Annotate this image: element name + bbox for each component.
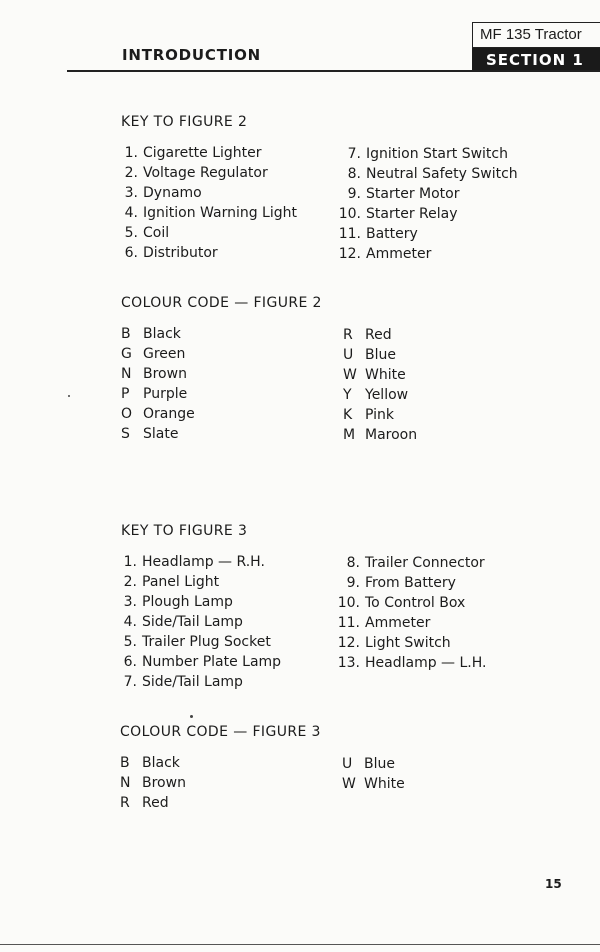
item-label: Light Switch bbox=[365, 635, 451, 651]
list-item bbox=[121, 324, 321, 344]
list-item bbox=[119, 652, 319, 672]
item-label: Green bbox=[143, 346, 186, 362]
item-marker: R bbox=[120, 795, 130, 811]
item-label: Coil bbox=[143, 225, 170, 241]
colour-code-figure-3-left-list bbox=[120, 753, 320, 813]
item-label: Orange bbox=[143, 406, 195, 422]
item-label: Purple bbox=[143, 386, 188, 402]
list-item bbox=[337, 593, 542, 613]
item-label: Black bbox=[143, 326, 181, 342]
key-figure-2-right-list bbox=[338, 144, 543, 264]
item-label: Red bbox=[142, 795, 169, 811]
list-item bbox=[120, 243, 320, 263]
item-label: Trailer Plug Socket bbox=[142, 634, 271, 650]
list-item bbox=[121, 404, 321, 424]
list-item bbox=[119, 592, 319, 612]
list-item bbox=[121, 384, 321, 404]
item-marker: 8. bbox=[346, 555, 360, 571]
item-label: Ignition Warning Light bbox=[143, 205, 297, 221]
item-marker: U bbox=[343, 347, 354, 363]
list-item bbox=[120, 223, 320, 243]
item-marker: 11. bbox=[338, 226, 361, 242]
item-label: Red bbox=[365, 327, 392, 343]
key-figure-3-right-list bbox=[337, 553, 542, 673]
page-title: INTRODUCTION bbox=[122, 46, 262, 64]
list-item bbox=[119, 612, 319, 632]
print-speck bbox=[68, 395, 70, 397]
item-label: Starter Relay bbox=[366, 206, 458, 222]
item-label: Battery bbox=[366, 226, 418, 242]
item-marker: 9. bbox=[347, 186, 361, 202]
list-item bbox=[343, 345, 543, 365]
item-marker: 11. bbox=[337, 615, 360, 631]
list-item bbox=[343, 365, 543, 385]
item-marker: N bbox=[120, 775, 131, 791]
list-item bbox=[338, 224, 543, 244]
item-marker: 5. bbox=[123, 634, 137, 650]
list-item bbox=[120, 773, 320, 793]
list-item bbox=[120, 203, 320, 223]
list-item bbox=[338, 244, 543, 264]
item-marker: B bbox=[120, 755, 130, 771]
list-item bbox=[119, 672, 319, 692]
footer-rule bbox=[0, 944, 600, 945]
list-item bbox=[343, 425, 543, 445]
item-marker: Y bbox=[343, 387, 352, 403]
item-label: Number Plate Lamp bbox=[142, 654, 282, 670]
item-marker: W bbox=[342, 776, 356, 792]
item-marker: 12. bbox=[337, 635, 360, 651]
model-label: MF 135 Tractor bbox=[472, 22, 600, 48]
item-label: Distributor bbox=[143, 245, 218, 261]
header-rule bbox=[67, 70, 600, 72]
list-item bbox=[342, 754, 542, 774]
item-label: Blue bbox=[364, 756, 395, 772]
item-label: Side/Tail Lamp bbox=[142, 614, 243, 630]
item-marker: 7. bbox=[347, 146, 361, 162]
item-marker: 4. bbox=[124, 205, 138, 221]
key-figure-2-heading: KEY TO FIGURE 2 bbox=[121, 114, 248, 130]
item-label: Brown bbox=[143, 366, 187, 382]
item-label: Starter Motor bbox=[366, 186, 460, 202]
item-label: Ammeter bbox=[365, 615, 431, 631]
list-item bbox=[343, 405, 543, 425]
item-label: Brown bbox=[142, 775, 186, 791]
item-marker: W bbox=[343, 367, 357, 383]
section-badge: SECTION 1 bbox=[472, 48, 600, 72]
item-marker: B bbox=[121, 326, 131, 342]
list-item bbox=[343, 325, 543, 345]
item-label: Black bbox=[142, 755, 180, 771]
list-item bbox=[121, 364, 321, 384]
item-marker: S bbox=[121, 426, 130, 442]
item-marker: 1. bbox=[123, 554, 137, 570]
item-label: Trailer Connector bbox=[365, 555, 485, 571]
list-item bbox=[120, 183, 320, 203]
colour-code-figure-3-right-list bbox=[342, 754, 542, 794]
item-label: Headlamp — L.H. bbox=[365, 655, 487, 671]
item-marker: O bbox=[121, 406, 133, 422]
item-label: Neutral Safety Switch bbox=[366, 166, 518, 182]
item-marker: K bbox=[343, 407, 353, 423]
item-marker: N bbox=[121, 366, 132, 382]
list-item bbox=[119, 632, 319, 652]
item-label: Dynamo bbox=[143, 185, 202, 201]
colour-code-figure-2-left-list bbox=[121, 324, 321, 444]
item-label: Panel Light bbox=[142, 574, 220, 590]
list-item bbox=[121, 344, 321, 364]
list-item bbox=[342, 573, 542, 593]
list-item bbox=[121, 424, 321, 444]
list-item bbox=[343, 184, 543, 204]
colour-code-figure-2-right-list bbox=[343, 325, 543, 445]
key-figure-3-heading: KEY TO FIGURE 3 bbox=[121, 523, 248, 539]
list-item bbox=[120, 143, 320, 163]
item-label: Voltage Regulator bbox=[143, 165, 268, 181]
list-item bbox=[120, 753, 320, 773]
list-item bbox=[337, 633, 542, 653]
list-item bbox=[338, 204, 543, 224]
list-item bbox=[343, 164, 543, 184]
item-marker: 3. bbox=[124, 185, 138, 201]
item-marker: 9. bbox=[346, 575, 360, 591]
key-figure-2-left-list bbox=[120, 143, 320, 263]
item-marker: U bbox=[342, 756, 353, 772]
item-marker: 10. bbox=[337, 595, 360, 611]
print-speck bbox=[190, 715, 193, 718]
item-label: Yellow bbox=[365, 387, 409, 403]
item-marker: 7. bbox=[123, 674, 137, 690]
item-label: Plough Lamp bbox=[142, 594, 233, 610]
item-marker: 6. bbox=[124, 245, 138, 261]
item-marker: R bbox=[343, 327, 353, 343]
list-item bbox=[119, 572, 319, 592]
item-label: Maroon bbox=[365, 427, 418, 443]
item-label: From Battery bbox=[365, 575, 456, 591]
item-marker: 2. bbox=[123, 574, 137, 590]
item-marker: 2. bbox=[124, 165, 138, 181]
list-item bbox=[119, 552, 319, 572]
list-item bbox=[337, 653, 542, 673]
list-item bbox=[343, 144, 543, 164]
item-label: Cigarette Lighter bbox=[143, 145, 262, 161]
item-label: Slate bbox=[143, 426, 179, 442]
item-marker: P bbox=[121, 386, 130, 402]
item-label: Headlamp — R.H. bbox=[142, 554, 265, 570]
list-item bbox=[120, 793, 320, 813]
colour-code-figure-3-heading: COLOUR CODE — FIGURE 3 bbox=[120, 724, 321, 740]
item-label: To Control Box bbox=[365, 595, 466, 611]
item-label: White bbox=[365, 367, 406, 383]
item-label: Ammeter bbox=[366, 246, 432, 262]
list-item bbox=[342, 553, 542, 573]
list-item bbox=[337, 613, 542, 633]
item-marker: 10. bbox=[338, 206, 361, 222]
item-marker: 12. bbox=[338, 246, 361, 262]
page-number: 15 bbox=[545, 877, 562, 891]
item-marker: 8. bbox=[347, 166, 361, 182]
key-figure-3-left-list bbox=[119, 552, 319, 692]
item-marker: 4. bbox=[123, 614, 137, 630]
item-marker: 13. bbox=[337, 655, 360, 671]
item-marker: 1. bbox=[124, 145, 138, 161]
item-label: Ignition Start Switch bbox=[366, 146, 508, 162]
item-marker: G bbox=[121, 346, 132, 362]
item-label: Pink bbox=[365, 407, 395, 423]
item-marker: 6. bbox=[123, 654, 137, 670]
colour-code-figure-2-heading: COLOUR CODE — FIGURE 2 bbox=[121, 295, 322, 311]
item-label: White bbox=[364, 776, 405, 792]
item-marker: 3. bbox=[123, 594, 137, 610]
item-label: Side/Tail Lamp bbox=[142, 674, 243, 690]
item-label: Blue bbox=[365, 347, 396, 363]
list-item bbox=[120, 163, 320, 183]
list-item bbox=[342, 774, 542, 794]
list-item bbox=[343, 385, 543, 405]
item-marker: M bbox=[343, 427, 356, 443]
item-marker: 5. bbox=[124, 225, 138, 241]
